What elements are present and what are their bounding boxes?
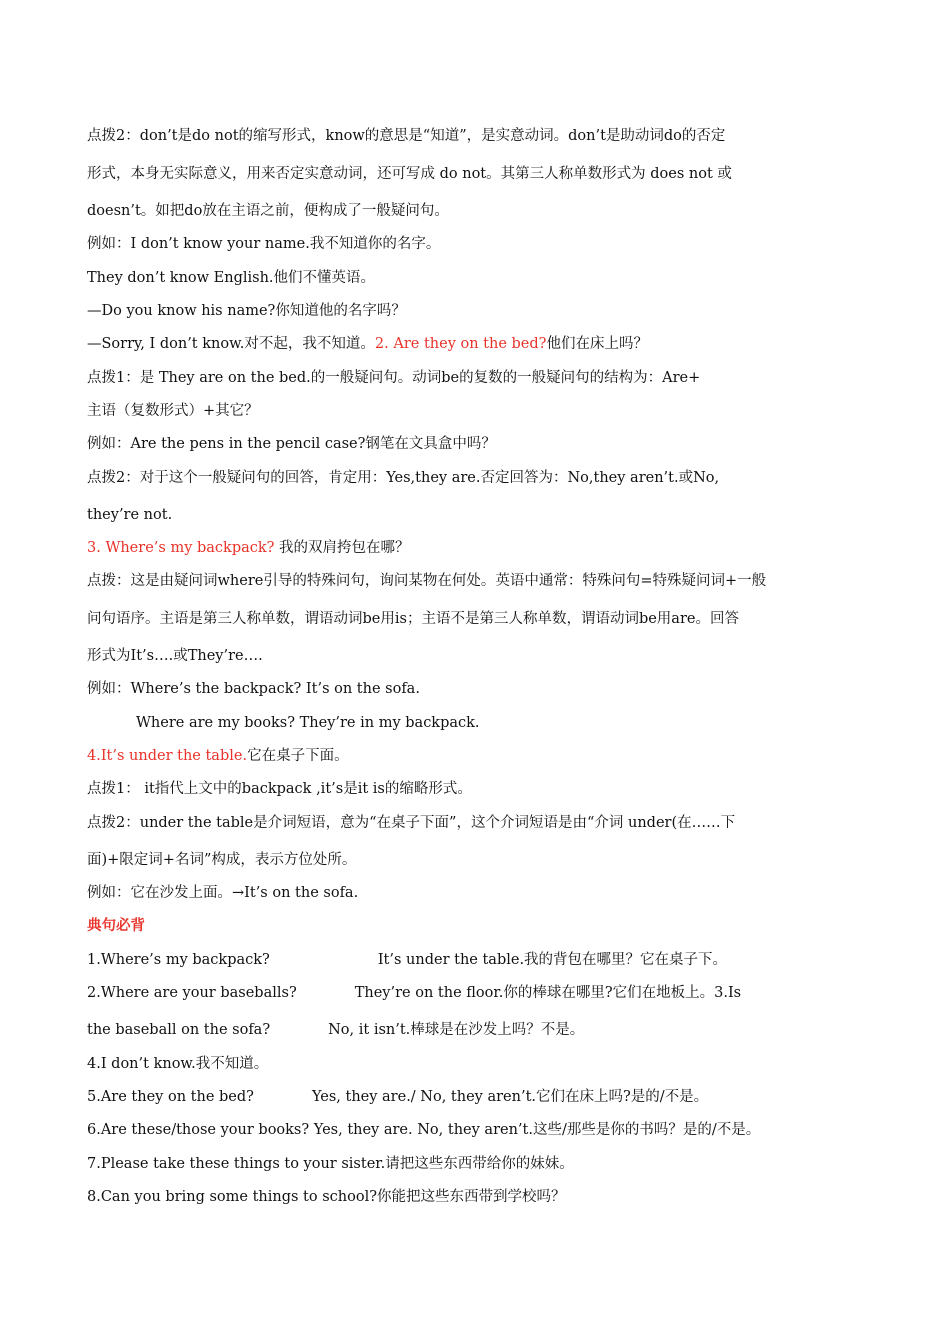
- text-line: 4.I don’t know.我不知道。: [87, 1056, 269, 1072]
- sentence-answer: It’s under the table.我的背包在哪里？它在桌子下。: [377, 952, 728, 968]
- text-line: 点拨2：don’t是do not的缩写形式，know的意思是“知道”，是实意动词。don’t是助动词do的否定: [87, 128, 726, 144]
- text-line: 形式，本身无实际意义，用来否定实意动词，还可写成 do not。其第三人称单数形式为 does not 或: [87, 166, 732, 182]
- text-line: Where are my books? They’re in my backpack.: [136, 715, 480, 731]
- text-line: —Do you know his name?你知道他的名字吗？: [87, 303, 406, 319]
- text-line: 点拨2：对于这个一般疑问句的回答，肯定用：Yes,they are.否定回答为：No,they aren’t.或No,: [87, 470, 720, 486]
- sentence-answer: They’re on the floor.你的棒球在哪里?它们在地板上。3.Is: [354, 985, 742, 1001]
- text-line: doesn’t。如把do放在主语之前，便构成了一般疑问句。: [87, 203, 449, 219]
- text-line: 点拨：这是由疑问词where引导的特殊问句，询问某物在何处。英语中通常：特殊问句=特殊疑问词+一般: [87, 573, 767, 589]
- key-sentence-2-translation: 他们在床上吗？: [546, 336, 648, 352]
- text-line: [87, 745, 867, 767]
- sentence-answer: No, it isn’t.棒球是在沙发上吗？不是。: [328, 1022, 585, 1038]
- sentence-question: 2.Where are your baseballs?: [87, 985, 297, 1001]
- text-line: they’re not.: [87, 507, 173, 523]
- dialogue-reply: —Sorry, I don’t know.对不起，我不知道。: [87, 336, 375, 352]
- key-sentence-3: 3. Where’s my backpack?: [87, 540, 275, 556]
- key-sentence-4: 4.It’s under the table.: [87, 748, 248, 764]
- text-line: 主语（复数形式）+其它？: [87, 403, 259, 419]
- text-line: 点拨1： it指代上文中的backpack ,it’s是it is的缩略形式。: [87, 781, 472, 797]
- text-line: 例如：I don’t know your name.我不知道你的名字。: [87, 236, 441, 252]
- text-line: [87, 982, 867, 1004]
- text-line: [87, 949, 867, 971]
- text-line: 例如：它在沙发上面。→It’s on the sofa.: [87, 885, 359, 901]
- text-line: 点拨2：under the table是介词短语，意为“在桌子下面”，这个介词短语是由“介词 under(在……下: [87, 815, 736, 831]
- key-sentence-2: 2. Are they on the bed?: [374, 336, 547, 352]
- sentence-question: the baseball on the sofa?: [87, 1022, 271, 1038]
- text-line: 例如：Are the pens in the pencil case?钢笔在文具盒中吗？: [87, 436, 496, 452]
- sentence-question: 5.Are they on the bed?: [87, 1089, 254, 1105]
- key-sentence-3-translation: 我的双肩挎包在哪？: [279, 540, 410, 556]
- text-line: 例如：Where’s the backpack? It’s on the sofa.: [87, 681, 420, 697]
- text-line: [87, 537, 867, 559]
- sentence-question: 1.Where’s my backpack?: [87, 952, 270, 968]
- text-line: 点拨1：是 They are on the bed.的一般疑问句。动词be的复数的一般疑问句的结构为：Are+: [87, 370, 701, 386]
- key-sentence-4-translation: 它在桌子下面。: [247, 748, 349, 764]
- text-line: 7.Please take these things to your sister.请把这些东西带给你的妹妹。: [87, 1156, 574, 1172]
- section-heading: 典句必背: [87, 917, 145, 934]
- text-line: [87, 1019, 867, 1041]
- text-line: 6.Are these/those your books? Yes, they are. No, they aren’t.这些/那些是你的书吗？是的/不是。: [87, 1122, 761, 1138]
- text-line: 8.Can you bring some things to school?你能把这些东西带到学校吗？: [87, 1189, 566, 1205]
- text-line: [87, 333, 867, 355]
- text-line: [87, 1086, 867, 1108]
- sentence-answer: Yes, they are./ No, they aren’t.它们在床上吗?是的/不是。: [311, 1089, 709, 1105]
- text-line: They don’t know English.他们不懂英语。: [87, 270, 376, 286]
- text-line: 形式为It’s….或They’re….: [87, 648, 263, 664]
- text-line: 问句语序。主语是第三人称单数，谓语动词be用is；主语不是第三人称单数，谓语动词be用are。回答: [87, 611, 739, 627]
- text-line: 面)+限定词+名词”构成，表示方位处所。: [87, 852, 357, 868]
